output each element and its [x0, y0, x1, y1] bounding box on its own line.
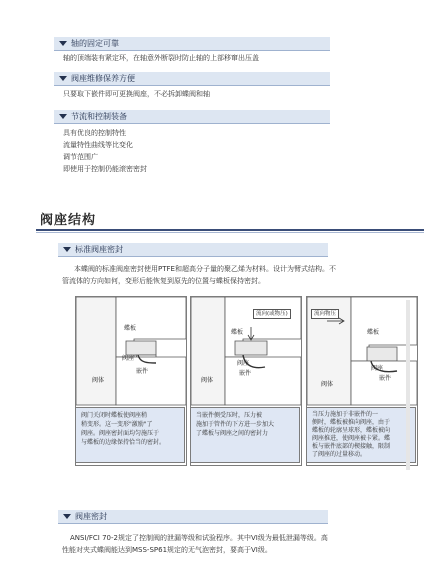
label-insert: 嵌件	[136, 368, 149, 375]
seal-diagram-panel-2	[190, 296, 302, 466]
section-header: 节流和控制装备	[54, 110, 330, 124]
triangle-icon	[59, 41, 67, 46]
label-insert: 嵌件	[239, 370, 252, 377]
label-body: 阀体	[92, 377, 105, 384]
panel-description: 当压力施加于非嵌件的一 侧时，蝶板被推向阀座，由于 蝶板的轮廓呈球形，蝶板被向 阀座推进，使阀座被卡紧。蝶 板与嵌件底部的楔接触，限制 了阀座的过量移动。	[306, 407, 416, 463]
intro-text: 管流体的方向如何，变形后能恢复到原先的位置与蝶板保持密封。	[62, 277, 265, 285]
seal-diagram-panel-3	[306, 296, 418, 466]
section-text: 即使用于控制仍能滚密密封	[63, 165, 147, 173]
triangle-icon	[63, 514, 71, 519]
label-plate: 蝶板	[367, 329, 380, 336]
seal-diagram-panel-1	[75, 296, 187, 466]
seat-seal-text: 性能对夹式蝶阀能达到MSS-SP61规定的无气泡密封，要高于VI级。	[62, 546, 272, 554]
section-text: 只要取下嵌件即可更换阀座，不必拆卸蝶阀和轴	[63, 90, 210, 98]
section-text: 流量特性曲线等比变化	[63, 141, 133, 149]
triangle-icon	[59, 114, 67, 119]
label-seat: 阀座	[122, 355, 135, 362]
label-insert: 嵌件	[379, 375, 392, 382]
section-header: 阀座维修保养方便	[54, 72, 330, 86]
section-header-seat-seal: 阀座密封	[58, 510, 328, 524]
label-seat: 阀座	[237, 360, 250, 367]
side-shade	[406, 300, 410, 470]
intro-text: 本蝶阀的标准阀座密封使用PTFE和超高分子量的聚乙烯为材料。设计为臂式结构。不	[74, 265, 336, 273]
panel-description: 当嵌件侧受压时，压力被 施加于管件的下方进一步加大 了蝶板与阀座之间的密封力	[190, 407, 300, 463]
section-header-standard-seal: 标准阀座密封	[58, 243, 328, 257]
flow-direction-tag: 流向物压	[311, 309, 339, 319]
section-text: 具有优良的控制特性	[63, 129, 126, 137]
label-seat: 阀座	[371, 365, 384, 372]
page-title: 阀座结构	[40, 213, 97, 228]
seat-seal-text: ANSI/FCI 70-2规定了控制阀的泄漏等级和试验程序。其中VI级为最低泄漏等级。高	[70, 534, 328, 542]
section-header: 轴的固定可靠	[54, 37, 330, 51]
label-plate: 蝶板	[231, 329, 244, 336]
title-divider	[36, 229, 424, 231]
triangle-icon	[63, 247, 71, 252]
section-text: 轴的顶端装有紧定环，在轴意外断裂时防止轴的上部移窜出压盖	[63, 54, 259, 62]
panel-description: 阀门关闭时蝶板使阀座稍 稍变形。这一变形"激励"了 阀座。阀座密封面均匀施压于 与蝶板的边缘保持恰当的密封。	[75, 407, 185, 463]
label-body: 阀体	[201, 377, 214, 384]
label-body: 阀体	[321, 381, 334, 388]
title-divider-thin	[36, 232, 424, 233]
flow-direction-tag: 流向(或物压)	[253, 309, 291, 319]
triangle-icon	[59, 76, 67, 81]
section-text: 调节范围广	[63, 153, 98, 161]
label-plate: 蝶板	[124, 325, 137, 332]
